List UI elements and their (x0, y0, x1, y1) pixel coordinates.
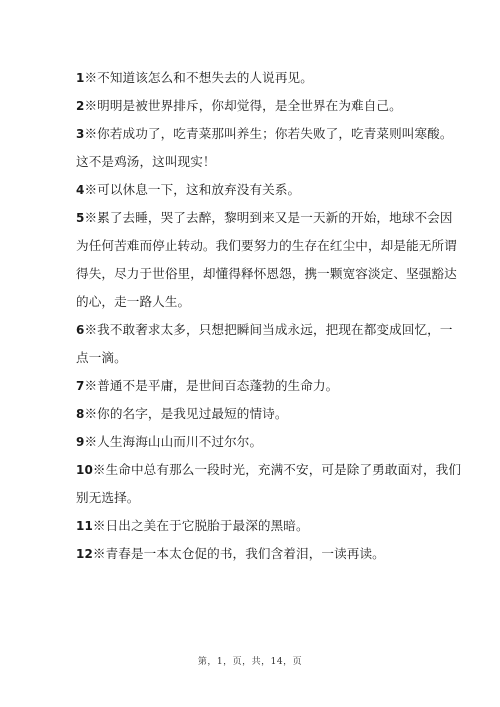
quote-list (76, 64, 462, 568)
quote-line-continued (76, 232, 457, 260)
quote-number: 3 (76, 127, 85, 141)
quote-number: 7 (76, 379, 85, 393)
quote-text: 得失，尽力于世俗里，却懂得释怀恩怨，携一颗宽容淡定、坚强豁达 (76, 266, 457, 281)
quote-number: 2 (76, 99, 85, 113)
quote-line-first (76, 512, 436, 540)
quote-text: ※日出之美在于它脱胎于最深的黑暗。 (92, 518, 309, 533)
quote-text: ※明明是被世界排斥，你却觉得，是全世界在为难自己。 (84, 98, 402, 113)
quote-number: 9 (76, 435, 85, 449)
quote-line-first (76, 64, 436, 92)
quote-text: ※你若成功了，吃青菜那叫养生；你若失败了，吃青菜则叫寒酸。 (84, 126, 453, 141)
quote-text: ※青春是一本太仓促的书，我们含着泪，一读再读。 (92, 546, 385, 561)
quote-text: ※你的名字，是我见过最短的情诗。 (84, 406, 288, 421)
quote-text: 的心，走一路人生。 (76, 294, 191, 309)
quote-line-first (76, 316, 453, 344)
quote-number: 6 (76, 323, 85, 337)
quote-line-continued (76, 344, 436, 372)
quote-line-first (76, 456, 462, 484)
quote-number: 4 (76, 183, 85, 197)
quote-line-first (76, 204, 453, 232)
quote-line-first (76, 120, 453, 148)
quote-text: ※我不敢奢求太多，只想把瞬间当成永远，把现在都变成回忆，一 (84, 322, 453, 337)
quote-text: 点一滴。 (76, 350, 127, 365)
quote-text: ※人生海海山山而川不过尔尔。 (84, 434, 263, 449)
quote-line-first (76, 176, 436, 204)
page-footer: 第，1，页，共，14，页 (197, 657, 303, 667)
quote-text: ※不知道该怎么和不想失去的人说再见。 (84, 70, 313, 85)
quote-line-continued (76, 484, 436, 512)
quote-number: 12 (76, 547, 93, 561)
quote-number: 10 (76, 463, 93, 477)
quote-number: 1 (76, 71, 85, 85)
quote-number: 5 (76, 211, 85, 225)
quote-text: 别无选择。 (76, 490, 140, 505)
quote-line-continued (76, 288, 436, 316)
quote-text: 这不是鸡汤，这叫现实！ (76, 154, 216, 169)
quote-line-first (76, 540, 436, 568)
quote-line-first (76, 400, 436, 428)
quote-text: ※生命中总有那么一段时光，充满不安，可是除了勇敢面对，我们 (92, 462, 462, 477)
quote-text: ※可以休息一下，这和放弃没有关系。 (84, 182, 301, 197)
quote-text: ※累了去睡，哭了去醉，黎明到来又是一天新的开始，地球不会因 (84, 210, 453, 225)
quote-line-continued (76, 148, 436, 176)
quote-line-continued (76, 260, 457, 288)
quote-line-first (76, 428, 436, 456)
quote-line-first (76, 92, 436, 120)
quote-text: ※普通不是平庸，是世间百态蓬勃的生命力。 (84, 378, 339, 393)
quote-text: 为任何苦难而停止转动。我们要努力的生存在红尘中，却是能无所谓 (76, 238, 457, 253)
quote-line-first (76, 372, 436, 400)
quote-number: 11 (76, 519, 93, 533)
quote-number: 8 (76, 407, 85, 421)
